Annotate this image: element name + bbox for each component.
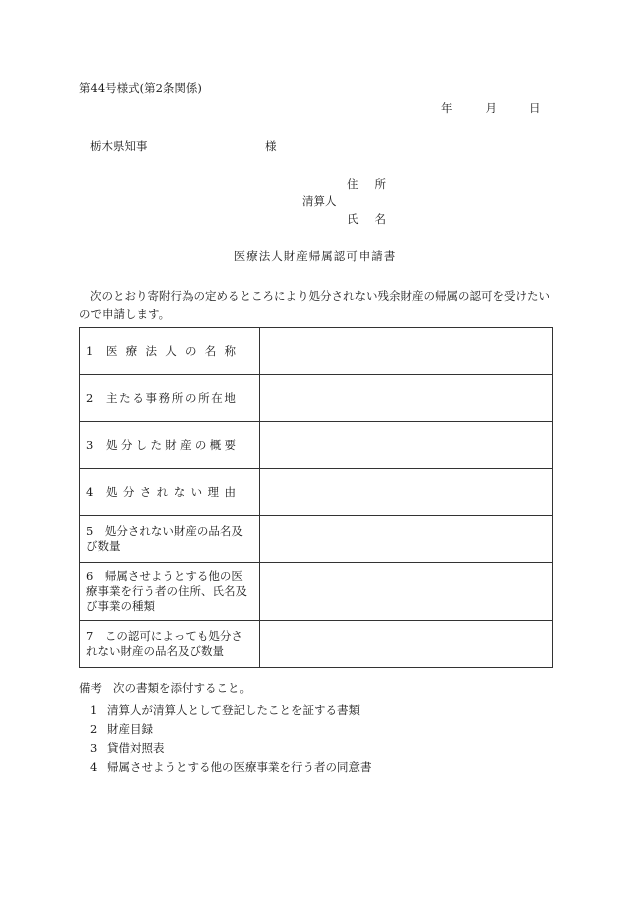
table-row (80, 621, 553, 668)
remark-text: 財産目録 (107, 722, 153, 736)
item-label: この認可によっても処分されない財産の品名及び数量 (86, 629, 243, 658)
addressee-honorific: 様 (265, 139, 277, 153)
remark-item (90, 740, 165, 756)
item-number: 6 (86, 569, 94, 583)
application-items-table (79, 327, 553, 668)
date-line (441, 100, 541, 116)
remark-text: 帰属させようとする他の医療事業を行う者の同意書 (107, 760, 372, 774)
item-label: 処 分 し た 財 産 の 概 要 (106, 437, 236, 452)
remark-item (90, 759, 372, 775)
item-label-cell (80, 469, 260, 516)
liquidator-label: 清算人 (302, 194, 337, 208)
remark-number: 1 (90, 703, 98, 717)
item-number: 7 (86, 629, 94, 643)
item-label-cell (80, 563, 260, 621)
item-value-cell[interactable] (260, 375, 553, 422)
item-number: 5 (86, 524, 94, 538)
item-label: 帰属させようとする他の医療事業を行う者の住所、氏名及び事業の種類 (86, 569, 247, 613)
table-row (80, 563, 553, 621)
address-label: 住所 (347, 177, 402, 191)
remark-text: 貸借対照表 (107, 741, 165, 755)
remark-item (90, 702, 360, 718)
item-label-cell (80, 422, 260, 469)
remark-text: 清算人が清算人として登記したことを証する書類 (107, 703, 360, 717)
document-title: 医療法人財産帰属認可申請書 (233, 249, 397, 263)
item-value-cell[interactable] (260, 328, 553, 375)
table-row (80, 375, 553, 422)
date-year-label: 年 (441, 101, 453, 115)
remark-item (90, 721, 153, 737)
item-value-cell[interactable] (260, 516, 553, 563)
item-label: 医 療 法 人 の 名 称 (106, 343, 236, 358)
item-number: 3 (86, 437, 94, 452)
date-day-label: 日 (529, 101, 541, 115)
addressee-name: 栃木県知事 (90, 139, 148, 153)
item-label: 主 た る 事 務 所 の 所 在 地 (106, 390, 236, 405)
table-row (80, 422, 553, 469)
item-label: 処 分 さ れ な い 理 由 (106, 484, 236, 499)
table-row (80, 328, 553, 375)
item-value-cell[interactable] (260, 563, 553, 621)
form-number: 第44号様式(第2条関係) (79, 81, 202, 95)
remarks-heading (79, 680, 251, 696)
item-number: 4 (86, 484, 94, 499)
remarks-label: 備考 (79, 681, 102, 695)
remark-number: 3 (90, 741, 98, 755)
item-number: 2 (86, 390, 94, 405)
remarks-instruction: 次の書類を添付すること。 (112, 681, 251, 695)
item-label-cell (80, 516, 260, 563)
table-row (80, 469, 553, 516)
item-value-cell[interactable] (260, 621, 553, 668)
remark-number: 2 (90, 722, 98, 736)
name-label: 氏名 (347, 212, 402, 226)
item-number: 1 (86, 343, 94, 358)
item-value-cell[interactable] (260, 469, 553, 516)
intro-text: 次のとおり寄附行為の定めるところにより処分されない残余財産の帰属の認可を受けたいので申請します。 (79, 289, 550, 321)
item-label-cell (80, 328, 260, 375)
remark-number: 4 (90, 760, 98, 774)
item-label: 処分されない財産の品名及び数量 (86, 524, 243, 553)
table-row (80, 516, 553, 563)
item-label-cell (80, 621, 260, 668)
item-value-cell[interactable] (260, 422, 553, 469)
item-label-cell (80, 375, 260, 422)
date-month-label: 月 (485, 101, 497, 115)
